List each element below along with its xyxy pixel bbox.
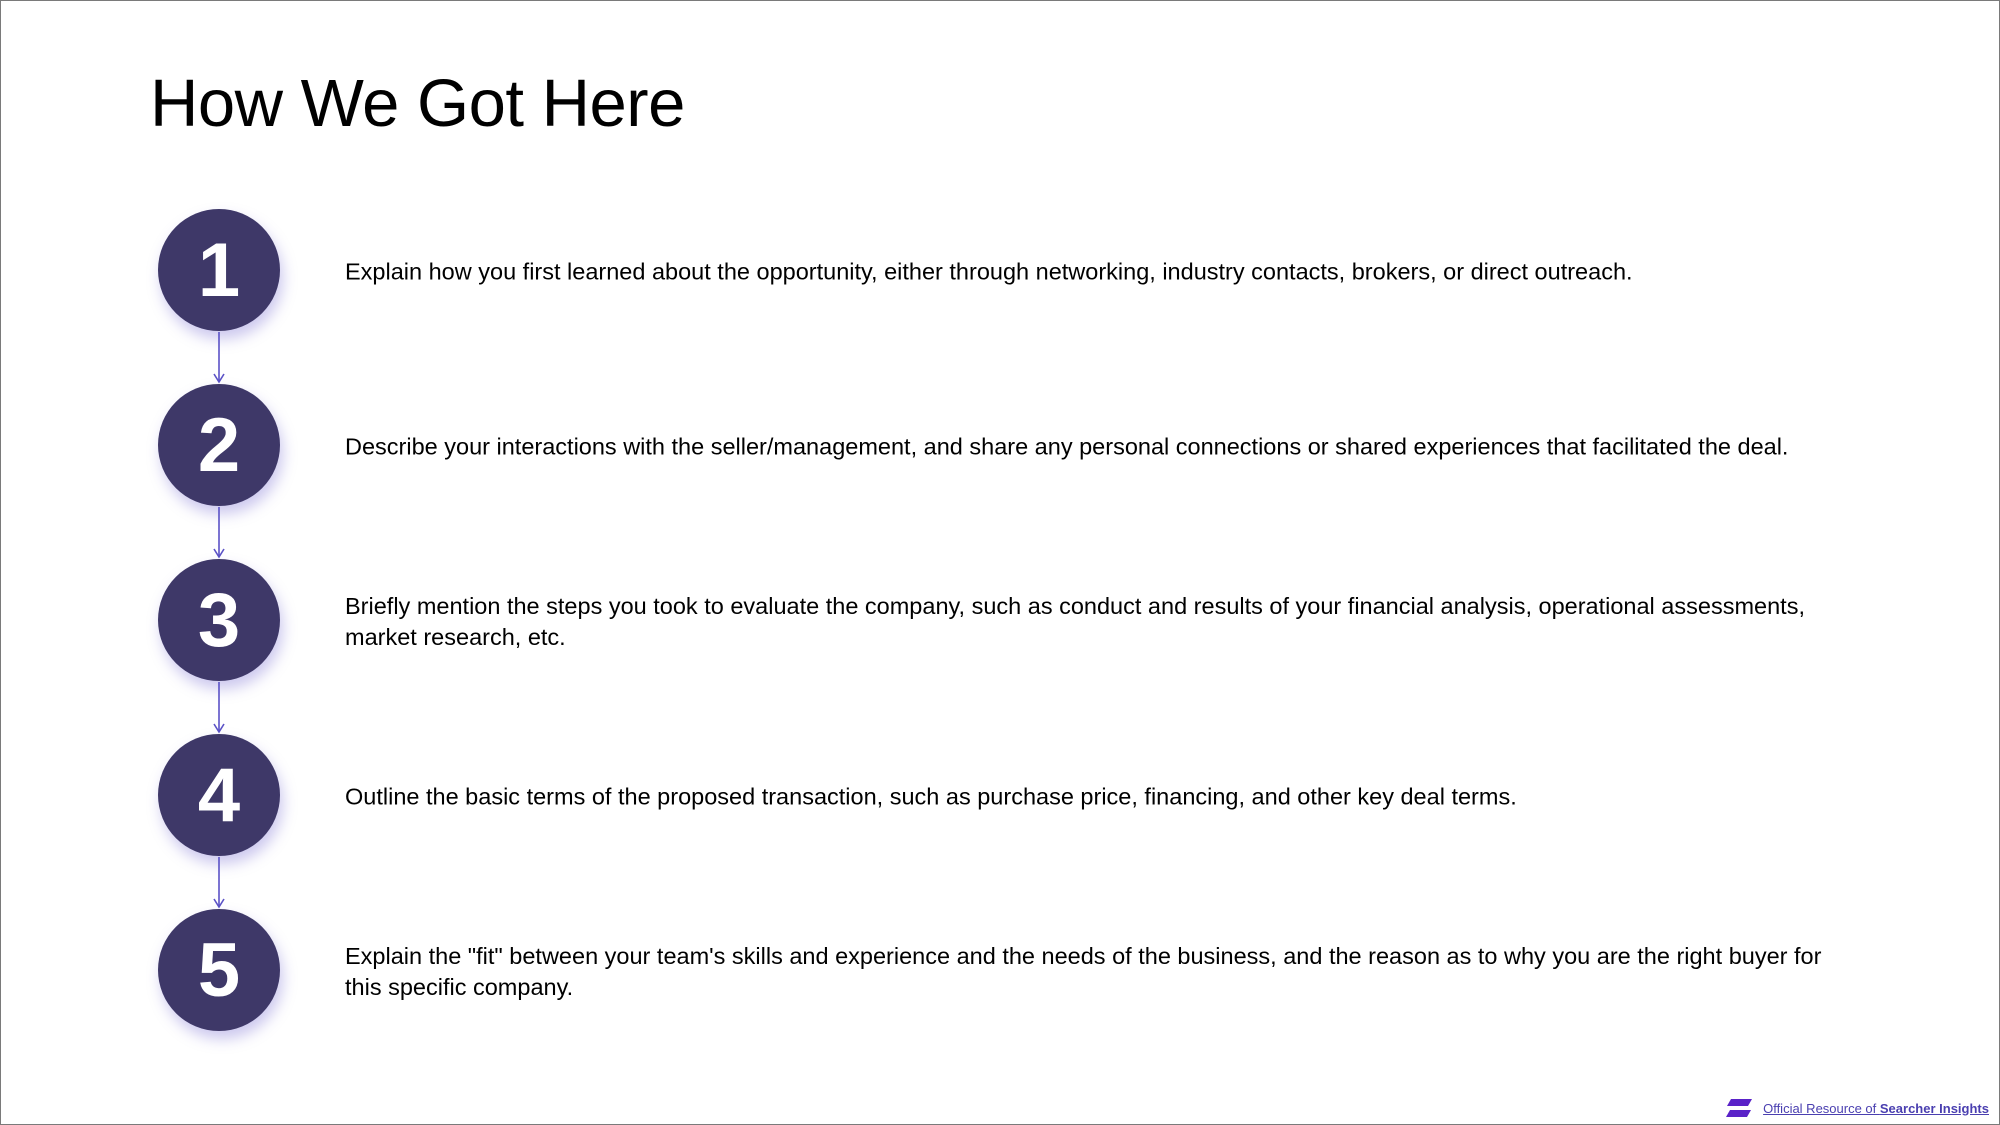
arrow-down-connector [216,682,222,734]
step-number-circle [158,909,280,1031]
step-number: 1 [197,228,241,313]
footer [1725,1098,1989,1118]
step-description: Explain how you first learned about the opportunity, either through networking, industry contacts, brokers, or direct outreach. [345,258,1633,284]
arrow-down-connector [216,332,222,384]
step-number: 4 [197,753,241,838]
step-number-circle [158,384,280,506]
step-4 [1,734,2000,859]
official-resource-link[interactable] [1763,1101,1989,1116]
step-1 [1,209,2000,334]
step-3 [1,559,2000,684]
step-5 [1,909,2000,1034]
arrow-down-connector [216,507,222,559]
step-description: Briefly mention the steps you took to evaluate the company, such as conduct and results of your financial analysis, operational assessments, market research, etc. [345,592,1805,650]
step-2 [1,384,2000,509]
step-description: Describe your interactions with the seller/management, and share any personal connections or shared experiences that facilitated the deal. [345,433,1789,459]
footer-brand: Searcher Insights [1879,1100,1989,1116]
step-number: 2 [197,403,241,488]
step-number: 5 [197,928,241,1013]
step-number-circle [158,559,280,681]
step-description: Outline the basic terms of the proposed transaction, such as purchase price, financing, and other key deal terms. [345,783,1517,809]
footer-prefix: Official Resource of [1763,1100,1880,1116]
searcher-insights-logo-icon [1725,1098,1753,1118]
step-number-circle [158,209,280,331]
step-number-circle [158,734,280,856]
slide-title: How We Got Here [150,66,685,141]
step-description: Explain the "fit" between your team's skills and experience and the needs of the business, and the reason as to why you are the right buyer for this specific company. [345,942,1822,1000]
step-number: 3 [197,578,241,663]
arrow-down-connector [216,857,222,909]
